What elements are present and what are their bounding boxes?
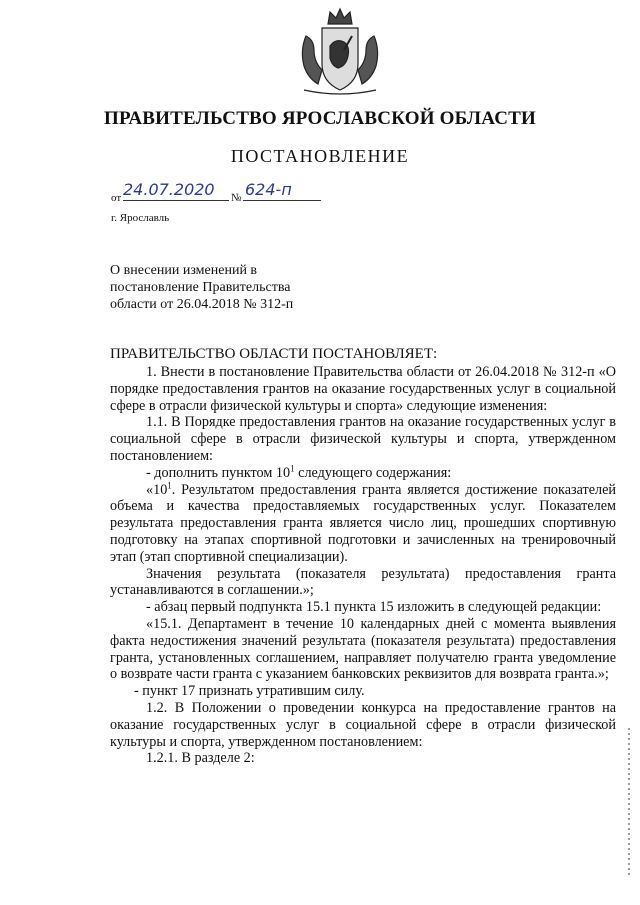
subject-line-1: О внесении изменений в (110, 263, 258, 278)
document-body (110, 364, 616, 767)
paragraph-15-1: «15.1. Департамент в течение 10 календарных дней с момента выявления факта недостижения значений результата (показателя результата) предоставления гранта, установленных соглашением, направляет получателю гранта уведомление о возврате части гранта с указанием банковских реквизитов для возврата гранта.»; (110, 615, 616, 683)
paragraph-add-item-text: - дополнить пунктом 10 (146, 464, 291, 481)
subject-line-3: области от 26.04.2018 № 312-п (110, 297, 294, 312)
city: г. Ярославль (111, 212, 170, 224)
paragraph-1-2-1: 1.2.1. В разделе 2: (146, 750, 255, 767)
paragraph-abzac: - абзац первый подпункта 15.1 пункта 15 изложить в следующей редакции: (146, 599, 602, 616)
margin-mark (628, 728, 630, 878)
number-prefix: № (231, 192, 242, 204)
paragraph-values: Значения результата (показателя результата) предоставления гранта устанавливаются в соглашении.»; (110, 565, 616, 599)
paragraph-1-1: 1.1. В Порядке предоставления грантов на оказание государственных услуг в социальной сфере в отрасли физической культуры и спорта, утвержденном постановлением: (110, 414, 616, 464)
number-underline (243, 200, 321, 201)
subject-line-2: постановление Правительства (110, 280, 291, 295)
number-handwritten: 624-п (245, 180, 292, 199)
paragraph-item-10-1 (110, 479, 616, 566)
date-prefix: от (111, 192, 122, 204)
item-10-1-num: «10 (146, 481, 168, 498)
government-title: ПРАВИТЕЛЬСТВО ЯРОСЛАВСКОЙ ОБЛАСТИ (104, 108, 536, 129)
coat-of-arms-icon (292, 6, 388, 98)
paragraph-17: - пункт 17 признать утратившим силу. (134, 683, 365, 700)
item-10-1-text: . Результатом предоставления гранта является достижение показателей объема и качества предоставляемых государственных услуг. Показателем результата предоставления гранта является число лиц, прошедших спортивную подготовку на этапах спортивной подготовки и зачисленных на тренировочный этап (этап спортивной специализации). (110, 481, 616, 565)
paragraph-1: 1. Внести в постановление Правительства области от 26.04.2018 № 312-п «О порядке предоставления грантов на оказание государственных услуг в социальной сфере в отрасли физической культуры и спорта» следующие изменения: (110, 364, 616, 414)
paragraph-add-item (110, 465, 616, 482)
date-handwritten: 24.07.2020 (123, 180, 215, 199)
paragraph-1-2: 1.2. В Положении о проведении конкурса на предоставление грантов на оказание государственных услуг в социальной сфере в отрасли физической культуры и спорта, утвержденном постановлением: (110, 699, 616, 750)
superscript: 1 (167, 479, 172, 490)
date-underline (123, 200, 229, 201)
subject-block (110, 262, 370, 313)
document-type: ПОСТАНОВЛЕНИЕ (230, 146, 410, 166)
paragraph-add-item-tail: следующего содержания: (294, 464, 452, 481)
superscript: 1 (290, 463, 295, 474)
decree-heading: ПРАВИТЕЛЬСТВО ОБЛАСТИ ПОСТАНОВЛЯЕТ: (110, 346, 438, 362)
